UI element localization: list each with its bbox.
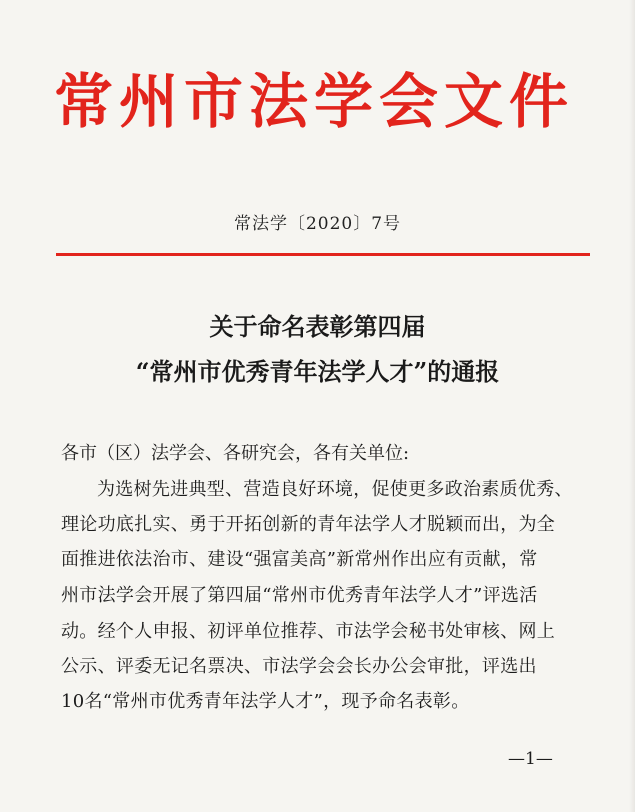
body-line-2: 理论功底扎实、勇于开拓创新的青年法学人才脱颖而出，为全: [61, 514, 556, 535]
red-divider-line: [56, 253, 590, 256]
body-line-5: 动。经个人申报、初评单位推荐、市法学会秘书处审核、网上: [61, 621, 556, 642]
body-line-6: 公示、评委无记名票决、市法学会会长办公会审批，评选出: [61, 656, 537, 677]
body-line-7: 10名“常州市优秀青年法学人才”，现予命名表彰。: [61, 691, 470, 712]
page-edge-shadow: [629, 0, 635, 812]
body-line-3: 面推进依法治市、建设“强富美高”新常州作出应有贡献，常: [61, 549, 538, 570]
page-number: —1—: [508, 749, 553, 769]
notice-title-line-2: “常州市优秀青年法学人才”的通报: [135, 357, 500, 386]
body-line-1: 为选树先进典型、营造良好环境，促使更多政治素质优秀、: [97, 479, 573, 500]
body-line-4: 州市法学会开展了第四届“常州市优秀青年法学人才”评选活: [61, 585, 538, 606]
document-number: 常法学〔2020〕7号: [233, 214, 402, 234]
document-header-title: 常州市法学会文件: [54, 67, 575, 136]
notice-title-line-1: 关于命名表彰第四届: [209, 312, 426, 341]
salutation: 各市（区）法学会、各研究会，各有关单位:: [61, 443, 410, 464]
